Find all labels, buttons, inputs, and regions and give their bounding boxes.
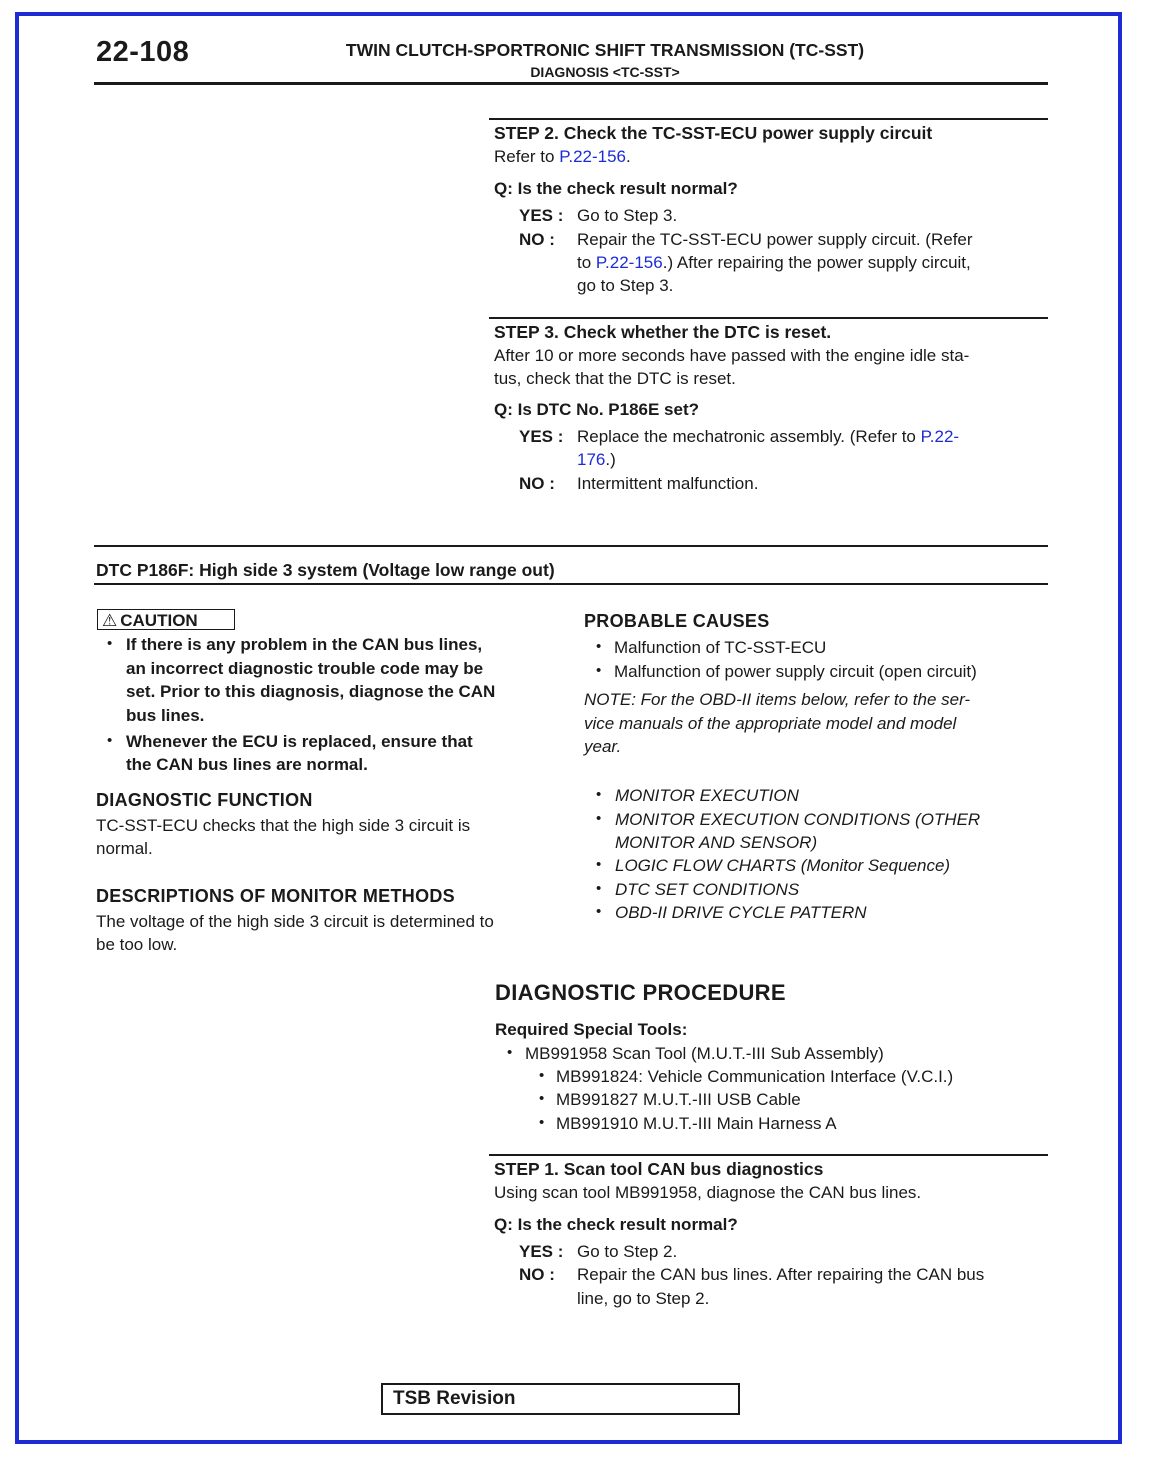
step2-refer: Refer to P.22-156. bbox=[494, 147, 631, 166]
tsb-revision-box: TSB Revision bbox=[381, 1383, 740, 1415]
step2-no-label: NO : bbox=[519, 230, 555, 249]
obd-item-5: OBD-II DRIVE CYCLE PATTERN bbox=[615, 903, 867, 922]
step1-body: Using scan tool MB991958, diagnose the CAN bus lines. bbox=[494, 1183, 922, 1202]
step1-yes-text: Go to Step 2. bbox=[577, 1242, 678, 1261]
step3-no-text: Intermittent malfunction. bbox=[577, 474, 759, 493]
tool-main: MB991958 Scan Tool (M.U.T.-III Sub Assembly) bbox=[525, 1044, 884, 1063]
bullet-icon: • bbox=[539, 1090, 545, 1107]
caution-item1-line4: bus lines. bbox=[126, 706, 205, 725]
probable-causes-heading: PROBABLE CAUSES bbox=[584, 611, 770, 631]
obd-item-3: LOGIC FLOW CHARTS (Monitor Sequence) bbox=[615, 856, 951, 875]
page-number: 22-108 bbox=[96, 36, 190, 68]
step2-question: Q: Is the check result normal? bbox=[494, 179, 738, 198]
diagnostic-function-line2: normal. bbox=[96, 839, 153, 858]
step1-no-label: NO : bbox=[519, 1265, 555, 1284]
bullet-icon: • bbox=[539, 1067, 545, 1084]
tools-heading: Required Special Tools: bbox=[495, 1020, 688, 1039]
step2-no-line1: Repair the TC-SST-ECU power supply circuit. (Refer bbox=[577, 230, 973, 249]
step3-yes-link-cont[interactable]: 176 bbox=[577, 450, 606, 469]
page-subtitle: DIAGNOSIS <TC-SST> bbox=[530, 64, 680, 80]
step3-rule bbox=[489, 317, 1048, 319]
procedure-heading: DIAGNOSTIC PROCEDURE bbox=[495, 980, 786, 1005]
step3-question: Q: Is DTC No. P186E set? bbox=[494, 400, 699, 419]
obd-item-2-cont: MONITOR AND SENSOR) bbox=[615, 833, 818, 852]
obd-item-4: DTC SET CONDITIONS bbox=[615, 880, 800, 899]
step2-refer-link[interactable]: P.22-156 bbox=[559, 147, 627, 166]
cause-item-1: Malfunction of TC-SST-ECU bbox=[614, 638, 827, 657]
cause-item-2: Malfunction of power supply circuit (open circuit) bbox=[614, 662, 977, 681]
step1-question: Q: Is the check result normal? bbox=[494, 1215, 738, 1234]
bullet-icon: • bbox=[107, 732, 113, 749]
step2-rule bbox=[489, 118, 1048, 120]
dtc-rule-top bbox=[94, 545, 1048, 547]
step1-no-line2: line, go to Step 2. bbox=[577, 1289, 710, 1308]
bullet-icon: • bbox=[507, 1044, 513, 1061]
step1-no-line1: Repair the CAN bus lines. After repairing the CAN bus bbox=[577, 1265, 985, 1284]
step3-yes-line1: Replace the mechatronic assembly. (Refer to P.22- bbox=[577, 427, 960, 446]
warning-icon: ⚠ bbox=[102, 611, 118, 630]
tool-sub-2: MB991827 M.U.T.-III USB Cable bbox=[556, 1090, 801, 1109]
bullet-icon: • bbox=[596, 880, 602, 897]
bullet-icon: • bbox=[107, 635, 113, 652]
step2-no-link[interactable]: P.22-156 bbox=[595, 253, 663, 272]
step3-yes-line2: 176.) bbox=[577, 450, 616, 469]
step1-yes-label: YES : bbox=[519, 1242, 564, 1261]
step3-body-line1: After 10 or more seconds have passed with the engine idle sta- bbox=[494, 346, 970, 365]
bullet-icon: • bbox=[596, 638, 602, 655]
step2-no-line3: go to Step 3. bbox=[577, 276, 674, 295]
caution-item1-line3: set. Prior to this diagnosis, diagnose the CAN bbox=[126, 682, 496, 701]
obd-item-2: MONITOR EXECUTION CONDITIONS (OTHER bbox=[615, 810, 981, 829]
step2-no-line2: to P.22-156.) After repairing the power supply circuit, bbox=[577, 253, 971, 272]
bullet-icon: • bbox=[596, 903, 602, 920]
caution-item1-line1: If there is any problem in the CAN bus lines, bbox=[126, 635, 483, 654]
caution-item2-line2: the CAN bus lines are normal. bbox=[126, 755, 368, 774]
note-line3: year. bbox=[584, 737, 622, 756]
step2-yes-text: Go to Step 3. bbox=[577, 206, 678, 225]
obd-item-1: MONITOR EXECUTION bbox=[615, 786, 799, 805]
step3-yes-link[interactable]: P.22- bbox=[920, 427, 960, 446]
caution-item1-line2: an incorrect diagnostic trouble code may be bbox=[126, 659, 484, 678]
step2-yes-label: YES : bbox=[519, 206, 564, 225]
diagnostic-function-line1: TC-SST-ECU checks that the high side 3 circuit is bbox=[96, 816, 471, 835]
step1-rule bbox=[489, 1154, 1048, 1156]
bullet-icon: • bbox=[596, 810, 602, 827]
bullet-icon: • bbox=[596, 856, 602, 873]
page-title: TWIN CLUTCH-SPORTRONIC SHIFT TRANSMISSION (TC-SST) bbox=[345, 40, 865, 60]
tool-sub-1: MB991824: Vehicle Communication Interface (V.C.I.) bbox=[556, 1067, 954, 1086]
step1-heading: STEP 1. Scan tool CAN bus diagnostics bbox=[494, 1159, 824, 1179]
note-line1: NOTE: For the OBD-II items below, refer to the ser- bbox=[584, 690, 971, 709]
monitor-methods-line1: The voltage of the high side 3 circuit is determined to bbox=[96, 912, 494, 931]
caution-box: ⚠ CAUTION bbox=[97, 609, 235, 630]
step3-no-label: NO : bbox=[519, 474, 555, 493]
tool-sub-3: MB991910 M.U.T.-III Main Harness A bbox=[556, 1114, 837, 1133]
monitor-methods-heading: DESCRIPTIONS OF MONITOR METHODS bbox=[96, 886, 455, 906]
step2-heading: STEP 2. Check the TC-SST-ECU power supply circuit bbox=[494, 123, 933, 143]
note-line2: vice manuals of the appropriate model and model bbox=[584, 714, 957, 733]
bullet-icon: • bbox=[539, 1114, 545, 1131]
diagnostic-function-heading: DIAGNOSTIC FUNCTION bbox=[96, 790, 313, 810]
dtc-title: DTC P186F: High side 3 system (Voltage low range out) bbox=[96, 560, 555, 580]
step3-heading: STEP 3. Check whether the DTC is reset. bbox=[494, 322, 832, 342]
dtc-rule-bottom bbox=[94, 583, 1048, 585]
bullet-icon: • bbox=[596, 662, 602, 679]
header-rule bbox=[94, 82, 1048, 85]
step3-yes-label: YES : bbox=[519, 427, 564, 446]
step3-body-line2: tus, check that the DTC is reset. bbox=[494, 369, 736, 388]
caution-item2-line1: Whenever the ECU is replaced, ensure that bbox=[126, 732, 473, 751]
bullet-icon: • bbox=[596, 786, 602, 803]
monitor-methods-line2: be too low. bbox=[96, 935, 178, 954]
